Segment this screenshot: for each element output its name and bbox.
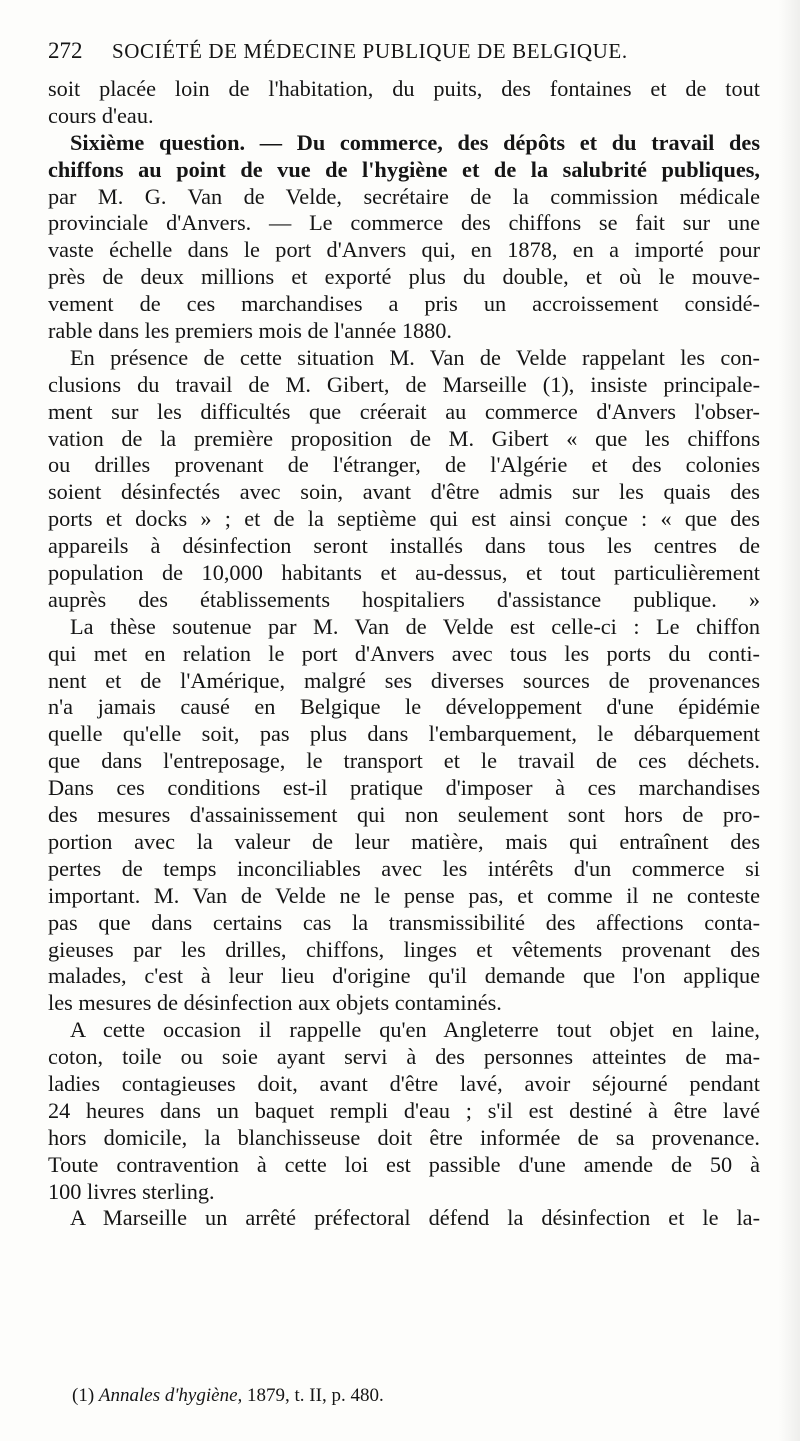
footnote-title: Annales d'hygiène, (98, 1385, 243, 1406)
scan-edge-shadow (778, 0, 800, 1441)
text-line: ladies contagieuses doit, avant d'être lavé, avoir séjourné pendant (48, 1070, 760, 1096)
page-number: 272 (48, 38, 83, 63)
text-line: important. M. Van de Velde ne le pense pas, et comme il ne conteste (48, 882, 760, 908)
text-line: provinciale d'Anvers. — Le commerce des chiffons se fait sur une (48, 210, 760, 236)
text-line: vement de ces marchandises a pris un accroissement considé- (48, 291, 760, 317)
text-line: que dans l'entreposage, le transport et le travail de ces déchets. (48, 748, 760, 774)
running-title: SOCIÉTÉ DE MÉDECINE PUBLIQUE DE BELGIQUE. (112, 39, 628, 63)
text-line: soit placée loin de l'habitation, du puits, des fontaines et de tout (48, 76, 760, 101)
text-line: A cette occasion il rappelle qu'en Angleterre tout objet en laine, (70, 1017, 760, 1043)
question-heading-line: Sixième question. — Du commerce, des dépôts et du travail des (70, 129, 760, 155)
text-line: ou drilles provenant de l'étranger, de l'Algérie et des colonies (48, 452, 760, 478)
text-line: population de 10,000 habitants et au-dessus, et tout particulièrement (48, 560, 760, 586)
text-line: n'a jamais causé en Belgique le développement d'une épidémie (48, 694, 760, 720)
text-line: gieuses par les drilles, chiffons, linges et vêtements provenant des (48, 936, 760, 962)
text-line: 24 heures dans un baquet rempli d'eau ; s'il est destiné à être lavé (48, 1097, 760, 1123)
text-line: ports et docks » ; et de la septième qui est ainsi conçue : « que des (48, 506, 760, 532)
body-text (48, 76, 760, 1232)
text-line: appareils à désinfection seront installés dans tous les centres de (48, 533, 760, 559)
text-line: rable dans les premiers mois de l'année 1880. (48, 318, 453, 344)
text-line: En présence de cette situation M. Van de Velde rappelant les con- (70, 344, 760, 370)
running-header (48, 34, 738, 68)
question-heading-line: chiffons au point de vue de l'hygiène et de la salubrité publiques, (48, 156, 760, 182)
text-line: malades, c'est à leur lieu d'origine qu'il demande que l'on applique (48, 963, 760, 989)
text-line: Dans ces conditions est-il pratique d'imposer à ces marchandises (48, 775, 760, 801)
text-line: pas que dans certains cas la transmissibilité des affections conta- (48, 909, 760, 935)
text-line: soient désinfectés avec soin, avant d'être admis sur les quais des (48, 479, 760, 505)
text-line: hors domicile, la blanchisseuse doit être informée de sa provenance. (48, 1124, 760, 1150)
text-line: quelle qu'elle soit, pas plus dans l'embarquement, le débarquement (48, 721, 760, 747)
text-line: clusions du travail de M. Gibert, de Marseille (1), insiste principale- (48, 371, 760, 397)
text-line: Toute contravention à cette loi est passible d'une amende de 50 à (48, 1151, 760, 1177)
text-line: des mesures d'assainissement qui non seulement sont hors de pro- (48, 802, 760, 828)
text-line: 100 livres sterling. (48, 1178, 215, 1204)
text-line: les mesures de désinfection aux objets contaminés. (48, 990, 502, 1016)
text-line: A Marseille un arrêté préfectoral défend la désinfection et le la- (70, 1205, 760, 1231)
text-line: La thèse soutenue par M. Van de Velde est celle-ci : Le chiffon (70, 613, 760, 639)
text-line: ment sur les difficultés que créerait au commerce d'Anvers l'obser- (48, 398, 760, 424)
footnote-reference: 1879, t. II, p. 480. (247, 1385, 384, 1406)
footnote-marker: (1) (72, 1385, 95, 1406)
text-line: coton, toile ou soie ayant servi à des personnes atteintes de ma- (48, 1044, 760, 1070)
author-line: par M. G. Van de Velde, secrétaire de la commission médicale (48, 183, 760, 209)
text-line: près de deux millions et exporté plus du double, et où le mouve- (48, 264, 760, 290)
text-line: cours d'eau. (48, 102, 154, 128)
text-line: portion avec la valeur de leur matière, mais qui entraînent des (48, 828, 760, 854)
text-line: nent et de l'Amérique, malgré ses diverses sources de provenances (48, 667, 760, 693)
text-line: auprès des établissements hospitaliers d'assistance publique. » (48, 586, 760, 612)
text-line: vation de la première proposition de M. Gibert « que les chiffons (48, 425, 760, 451)
footnote (72, 1384, 712, 1408)
text-line: qui met en relation le port d'Anvers avec tous les ports du conti- (48, 640, 760, 666)
text-line: pertes de temps inconciliables avec les intérêts d'un commerce si (48, 855, 760, 881)
text-line: vaste échelle dans le port d'Anvers qui, en 1878, en a importé pour (48, 237, 760, 263)
